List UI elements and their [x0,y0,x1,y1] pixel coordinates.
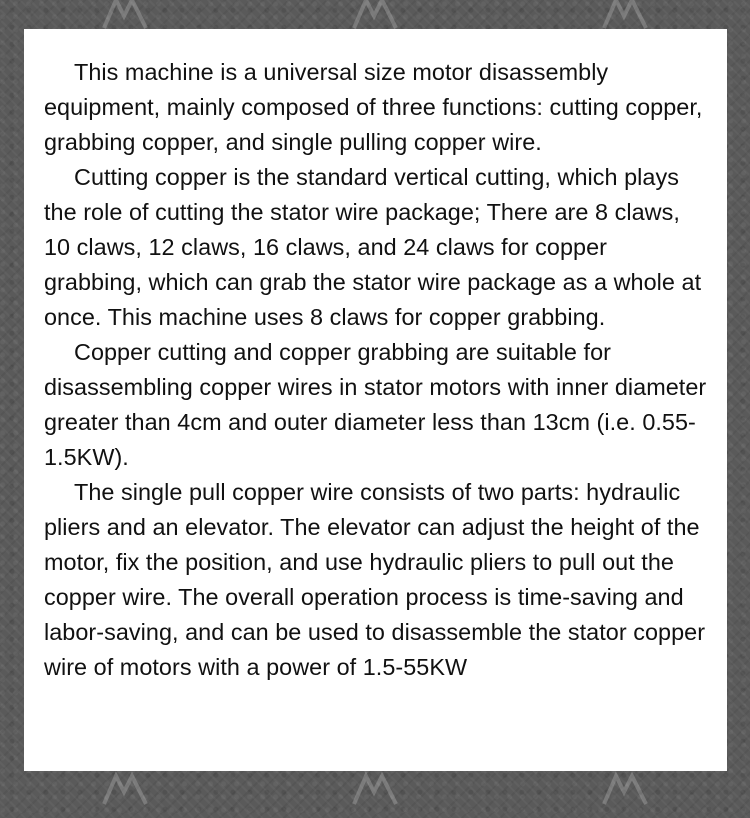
paragraph-cutting-grabbing: Cutting copper is the standard vertical cutting, which plays the role of cutting the stator wire package; There are 8 claws, 10 claws, 12 claws, 16 claws, and 24 claws for copper grabbing, which can grab the stator wire package as a whole at once. This machine uses 8 claws for copper grabbing. [44,164,702,330]
watermark-logo-icon [348,764,402,818]
background-watermark-top [0,0,750,30]
background-watermark-bottom [0,769,750,813]
paragraph-overview: This machine is a universal size motor disassembly equipment, mainly composed of three functions: cutting copper, grabbing copper, and single pulling copper wire. [44,59,703,155]
paragraph-suitability: Copper cutting and copper grabbing are suitable for disassembling copper wires in stator motors with inner diameter greater than 4cm and outer diameter less than 13cm (i.e. 0.55-1.5KW). [44,339,707,470]
watermark-logo-icon [98,764,152,818]
watermark-logo-icon [598,764,652,818]
paragraph-single-pull: The single pull copper wire consists of two parts: hydraulic pliers and an elevator. The elevator can adjust the height of the motor, fix the position, and use hydraulic pliers to pull out the copper wire. The overall operation process is time-saving and labor-saving, and can be used to disassemble the stator copper wire of motors with a power of 1.5-55KW [44,479,706,680]
description-panel [24,29,727,771]
